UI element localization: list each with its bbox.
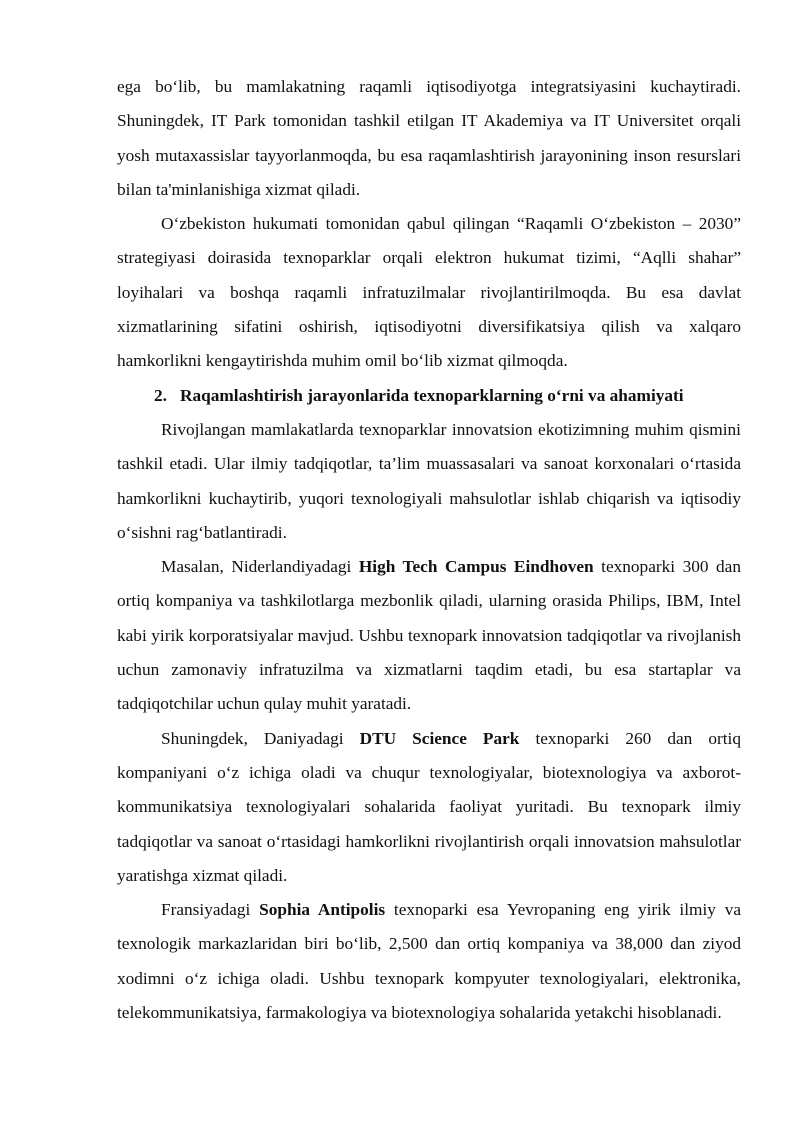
text-run: Fransiyadagi (161, 900, 260, 920)
paragraph-developed-countries: Rivojlangan mamlakatlarda texnoparklar innovatsion ekotizimning muhim qismini tashkil etadi. Ular ilmiy tadqiqotlar, ta’lim muassasalari va sanoat korxonalari o‘rtasida hamkorlikni kuchaytirib, yuqori texnologiyali mahsulotlar ishlab chiqarish va iqtisodiy o‘sishni rag‘batlantiradi. (117, 419, 741, 542)
paragraph-digital-uzbekistan: O‘zbekiston hukumati tomonidan qabul qilingan “Raqamli O‘zbekiston – 2030” strategiyasi doirasida texnoparklar orqali elektron hukumat tizimi, “Aqlli shahar” loyihalari va boshqa raqamli infratuzilmalar rivojlantirilmoqda. Bu esa davlat xizmatlarining sifatini oshirish, iqtisodiyotni diversifikatsiya qilish va xalqaro hamkorlikni kengaytirishda muhim omil bo‘lib xizmat qilmoqda. (117, 214, 741, 371)
text-run: Shuningdek, Daniyadagi (161, 728, 360, 748)
text-run: Masalan, Niderlandiyadagi (161, 557, 359, 577)
text-run: texnoparki 300 dan ortiq kompaniya va tashkilotlarga mezbonlik qiladi, ularning orasida Philips, IBM, Intel kabi yirik korporatsiyalar mavjud. Ushbu texnopark innovatsion tadqiqotlar va rivojlanish uchun zamonaviy infratuzilma va xizmatlarni taqdim etadi, bu esa startaplar va tadqiqotchilar uchun qulay muhit yaratadi. (117, 557, 741, 714)
text-run: texnoparki esa Yevropaning eng yirik ilmiy va texnologik markazlaridan biri bo‘lib, 2,500 dan ortiq kompaniya va 38,000 dan ziyod xodimni o‘z ichiga oladi. Ushbu texnopark kompyuter texnologiyalari, elektronika, telekommunikatsiya, farmakologiya va biotexnologiya sohalarida yetakchi hisoblanadi. (117, 900, 742, 1023)
paragraph-eindhoven (117, 550, 741, 721)
section-number: 2. (154, 385, 167, 405)
section-title: Raqamlashtirish jarayonlarida texnoparklarning o‘rni va ahamiyati (180, 385, 684, 405)
paragraph-sophia-antipolis (117, 893, 741, 1030)
text-run: texnoparki 260 dan ortiq kompaniyani o‘z ichiga oladi va chuqur texnologiyalar, biotexnologiya va axborot-kommunikatsiya texnologiyalari sohalarida faoliyat yuritadi. Bu texnopark ilmiy tadqiqotlar va sanoat o‘rtasidagi hamkorlikni rivojlantirish orqali innovatsion mahsulotlar yaratishga xizmat qiladi. (117, 728, 741, 885)
park-name-dtu: DTU Science Park (359, 728, 520, 748)
park-name-sophia-antipolis: Sophia Antipolis (259, 900, 386, 920)
section-heading (117, 379, 741, 413)
page-body (117, 70, 741, 1030)
paragraph-it-park: ega bo‘lib, bu mamlakatning raqamli iqtisodiyotga integratsiyasini kuchaytiradi. Shuningdek, IT Park tomonidan tashkil etilgan IT Akademiya va IT Universitet orqali yosh mutaxassislar tayyorlanmoqda, bu esa raqamlashtirish jarayonining inson resurslari bilan ta'minlanishiga xizmat qiladi. (117, 77, 741, 199)
park-name-eindhoven: High Tech Campus Eindhoven (358, 557, 594, 577)
paragraph-dtu (117, 722, 741, 893)
